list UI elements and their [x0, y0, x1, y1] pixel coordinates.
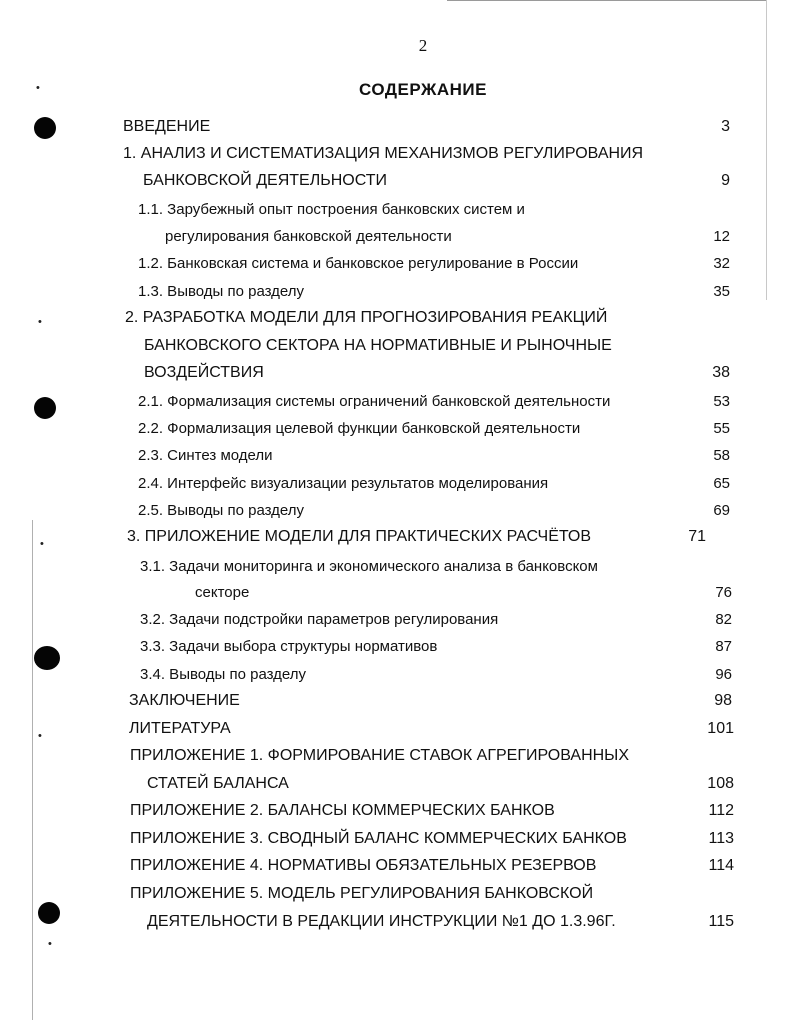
- toc-entry-text: ЗАКЛЮЧЕНИЕ: [129, 692, 240, 709]
- left-margin-line: [32, 520, 33, 1020]
- toc-entry-text: 3.2. Задачи подстройки параметров регулирования: [140, 611, 499, 628]
- toc-page-number: 3: [721, 118, 730, 135]
- speck-5: •: [48, 938, 52, 950]
- toc-entry-text: ВОЗДЕЙСТВИЯ: [144, 364, 264, 381]
- toc-page-number: 32: [713, 255, 730, 272]
- toc-page-number: 76: [715, 584, 732, 601]
- speck-3: •: [40, 538, 44, 550]
- toc-entry-text: 2.2. Формализация целевой функции банковской деятельности: [138, 420, 581, 437]
- toc-entry-text: 1.2. Банковская система и банковское регулирование в России: [138, 255, 579, 272]
- toc-entry-text: 1. АНАЛИЗ И СИСТЕМАТИЗАЦИЯ МЕХАНИЗМОВ РЕГУЛИРОВАНИЯ: [123, 145, 644, 162]
- toc-page-number: 115: [708, 913, 734, 930]
- toc-entry-text: 2.5. Выводы по разделу: [138, 502, 305, 519]
- toc-page-number: 98: [714, 692, 732, 709]
- toc-entry-text: 1.1. Зарубежный опыт построения банковских систем и: [138, 201, 525, 218]
- toc-entry-text: БАНКОВСКОЙ ДЕЯТЕЛЬНОСТИ: [143, 172, 387, 189]
- toc-entry-text: ЛИТЕРАТУРА: [129, 720, 231, 737]
- toc-entry-text: ПРИЛОЖЕНИЕ 3. СВОДНЫЙ БАЛАНС КОММЕРЧЕСКИХ БАНКОВ: [130, 830, 627, 847]
- toc-entry-text: 2.1. Формализация системы ограничений банковской деятельности: [138, 393, 611, 410]
- toc-page-number: 71: [688, 528, 706, 545]
- toc-page-number: 53: [713, 393, 730, 410]
- toc-page-number: 101: [707, 720, 734, 737]
- speck-2: •: [38, 316, 42, 328]
- toc-entry-text: 3. ПРИЛОЖЕНИЕ МОДЕЛИ ДЛЯ ПРАКТИЧЕСКИХ РАСЧЁТОВ: [127, 528, 592, 545]
- toc-entry-text: 2.3. Синтез модели: [138, 447, 273, 464]
- toc-page-number: 82: [715, 611, 732, 628]
- toc-page-number: 108: [707, 775, 734, 792]
- binder-hole-4: [38, 902, 60, 924]
- toc-page-number: 96: [715, 666, 732, 683]
- toc-entry-text: ПРИЛОЖЕНИЕ 1. ФОРМИРОВАНИЕ СТАВОК АГРЕГИРОВАННЫХ: [130, 747, 630, 764]
- binder-hole-1: [34, 117, 56, 139]
- toc-entry-text: 3.4. Выводы по разделу: [140, 666, 307, 683]
- page-number: 2: [418, 36, 428, 55]
- toc-entry-text: 3.3. Задачи выбора структуры нормативов: [140, 638, 438, 655]
- toc-entry-text: БАНКОВСКОГО СЕКТОРА НА НОРМАТИВНЫЕ И РЫНОЧНЫЕ: [144, 337, 612, 354]
- toc-page-number: 112: [708, 802, 734, 819]
- toc-entry-text: ПРИЛОЖЕНИЕ 4. НОРМАТИВЫ ОБЯЗАТЕЛЬНЫХ РЕЗЕРВОВ: [130, 857, 597, 874]
- toc-entry-text: ДЕЯТЕЛЬНОСТИ В РЕДАКЦИИ ИНСТРУКЦИИ №1 ДО 1.3.96Г.: [147, 913, 616, 930]
- toc-page-number: 9: [721, 172, 730, 189]
- toc-entry-text: секторе: [195, 584, 250, 601]
- speck-1: •: [36, 82, 40, 94]
- toc-page-number: 114: [708, 857, 734, 874]
- toc-entry-text: ВВЕДЕНИЕ: [123, 118, 211, 135]
- top-edge-line: [447, 0, 767, 1]
- toc-page-number: 12: [713, 228, 730, 245]
- toc-entry-text: 3.1. Задачи мониторинга и экономического анализа в банковском: [140, 558, 598, 575]
- toc-page-number: 55: [713, 420, 730, 437]
- toc-page-number: 69: [713, 502, 730, 519]
- toc-entry-text: СТАТЕЙ БАЛАНСА: [147, 775, 289, 792]
- toc-page-number: 87: [715, 638, 732, 655]
- toc-page-number: 35: [713, 283, 730, 300]
- toc-page-number: 113: [708, 830, 734, 847]
- toc-entry-text: ПРИЛОЖЕНИЕ 5. МОДЕЛЬ РЕГУЛИРОВАНИЯ БАНКОВСКОЙ: [130, 885, 594, 902]
- toc-entry-text: 2. РАЗРАБОТКА МОДЕЛИ ДЛЯ ПРОГНОЗИРОВАНИЯ РЕАКЦИЙ: [125, 309, 608, 326]
- toc-page-number: 65: [713, 475, 730, 492]
- toc-page-number: 38: [712, 364, 730, 381]
- toc-page-number: 58: [713, 447, 730, 464]
- binder-hole-3: [34, 646, 60, 670]
- toc-title: СОДЕРЖАНИЕ: [359, 80, 487, 99]
- toc-entry-text: ПРИЛОЖЕНИЕ 2. БАЛАНСЫ КОММЕРЧЕСКИХ БАНКОВ: [130, 802, 555, 819]
- binder-hole-2: [34, 397, 56, 419]
- toc-entry-text: 2.4. Интерфейс визуализации результатов моделирования: [138, 475, 549, 492]
- toc-entry-text: регулирования банковской деятельности: [165, 228, 452, 245]
- speck-4: •: [38, 730, 42, 742]
- toc-entry-text: 1.3. Выводы по разделу: [138, 283, 305, 300]
